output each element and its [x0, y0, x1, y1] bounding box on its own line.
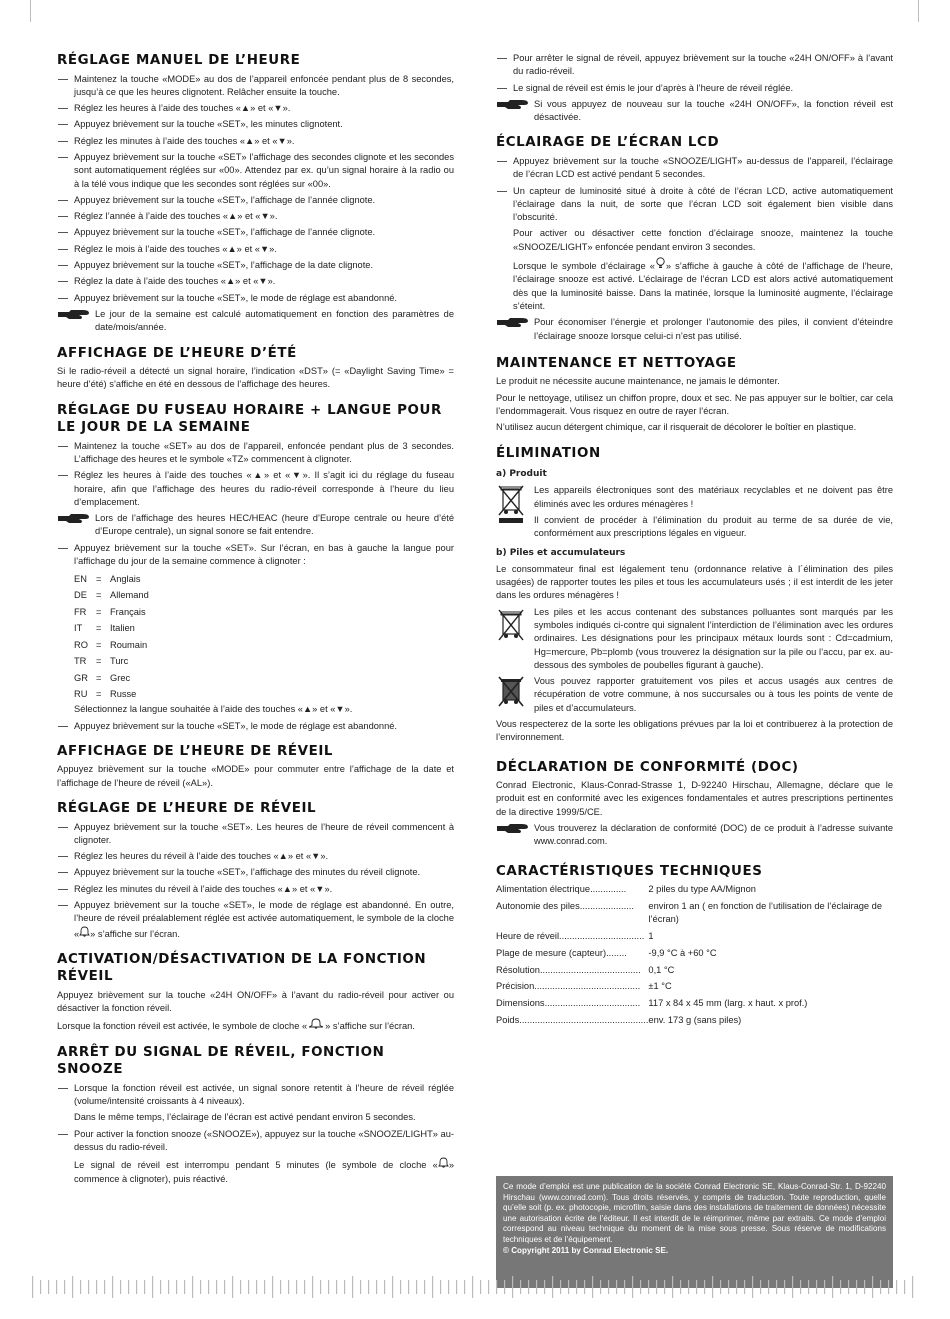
- ruler-tick: [280, 1280, 281, 1294]
- note-text: Le jour de la semaine est calculé automatiquement en fonction des paramètres de date/mois/année.: [95, 308, 454, 333]
- equals: =: [96, 656, 102, 667]
- heading-dst: AFFICHAGE DE L’HEURE D’ÉTÉ: [57, 345, 297, 361]
- ruler-tick: [744, 1280, 745, 1294]
- ruler-tick: [552, 1276, 553, 1298]
- ruler-tick: [576, 1280, 577, 1294]
- paragraph: Les appareils électroniques sont des matériaux recyclables et ne doivent pas être éliminés avec les ordures ménagères !: [534, 485, 893, 509]
- language-row: [74, 604, 454, 621]
- ruler-tick: [384, 1280, 385, 1294]
- ruler-tick: [328, 1280, 329, 1294]
- heading-conformity: DÉCLARATION DE CONFORMITÉ (DOC): [496, 759, 799, 775]
- ruler-tick: [232, 1276, 233, 1298]
- ruler-tick: [296, 1280, 297, 1294]
- bell-icon: [79, 926, 90, 937]
- timezone-steps: [57, 440, 454, 509]
- list-item: Appuyez brièvement sur la touche «SET», le mode de réglage est abandonné.: [57, 292, 454, 305]
- heading-maintenance: MAINTENANCE ET NETTOYAGE: [496, 355, 737, 371]
- ruler-tick: [872, 1276, 873, 1298]
- language-row: [74, 654, 454, 671]
- note: [57, 512, 454, 539]
- language-name: Anglais: [110, 573, 141, 584]
- ruler-tick: [392, 1276, 393, 1298]
- spec-key: Plage de mesure (capteur)........: [496, 947, 627, 958]
- text: » s’affiche sur l’écran.: [325, 1021, 415, 1032]
- ruler-tick: [600, 1280, 601, 1294]
- note: [496, 98, 893, 125]
- equals: =: [96, 573, 102, 584]
- manual-time-steps: [57, 73, 454, 305]
- text: Le signal de réveil est interrompu pendant 5 minutes (le symbole de cloche «: [74, 1160, 438, 1171]
- text: Lorsque le symbole d’éclairage «: [513, 261, 655, 272]
- section-snooze: [57, 1044, 454, 1186]
- ruler-tick: [656, 1280, 657, 1294]
- ruler-tick: [736, 1280, 737, 1294]
- ruler-tick: [816, 1280, 817, 1294]
- ruler-tick: [504, 1280, 505, 1294]
- list-item: [57, 1157, 454, 1186]
- ruler-tick: [808, 1280, 809, 1294]
- list-item: Lorsque la fonction réveil est activée, un signal sonore retentit à l’heure de réveil réglée (volume/intensité croissants à 4 niveaux).: [57, 1082, 454, 1109]
- spec-value: environ 1 an ( en fonction de l’utilisation de l’éclairage de l’écran): [648, 900, 883, 925]
- ruler-tick: [208, 1280, 209, 1294]
- table-row: [496, 964, 893, 981]
- ruler-tick: [120, 1280, 121, 1294]
- list-item: Pour activer la fonction snooze («SNOOZE»), appuyez sur la touche «SNOOZE/LIGHT» au-dessus du radio-réveil.: [57, 1128, 454, 1155]
- ruler-tick: [320, 1280, 321, 1294]
- language-row: [74, 621, 454, 638]
- equals: =: [96, 623, 102, 634]
- timezone-steps-3: [57, 720, 454, 733]
- paragraph: Conrad Electronic, Klaus-Conrad-Strasse 1, D-92240 Hirschau, Allemagne, déclare que le produit est en conformité avec les exigences fondamentales et autres prescriptions pertinentes de la directive 1999/5/CE.: [496, 780, 893, 817]
- ruler-tick: [88, 1280, 89, 1294]
- ruler-tick: [104, 1280, 105, 1294]
- pointing-hand-icon: [496, 822, 530, 835]
- table-row: [496, 930, 893, 947]
- spec-value: 0,1 °C: [648, 964, 675, 975]
- table-row: [496, 883, 893, 900]
- ruler-tick: [376, 1280, 377, 1294]
- ruler-tick: [64, 1280, 65, 1294]
- language-list: [57, 571, 454, 703]
- table-row: [496, 980, 893, 997]
- ruler-tick: [904, 1280, 905, 1294]
- ruler-tick: [568, 1280, 569, 1294]
- ruler-tick: [648, 1280, 649, 1294]
- bell-icon: [307, 1018, 325, 1029]
- ruler-tick: [632, 1276, 633, 1298]
- language-code: RO: [74, 639, 88, 650]
- ruler-tick: [912, 1276, 913, 1298]
- ruler-tick: [864, 1280, 865, 1294]
- list-item: Appuyez brièvement sur la touche «SET», l’affichage de l’année clignote.: [57, 194, 454, 207]
- language-code: FR: [74, 606, 87, 617]
- language-row: [74, 687, 454, 704]
- section-maintenance: [496, 355, 893, 435]
- paragraph: Vous respecterez de la sorte les obligations prévues par la loi et contribuerez à la protection de l’environnement.: [496, 719, 893, 743]
- table-row: [496, 997, 893, 1014]
- list-item: Un capteur de luminosité situé à droite à côté de l’écran LCD, active automatiquement l’éclairage dans la nuit, de sorte que l’écran LCD soit également bien visible dans l’obscurité.: [496, 185, 893, 225]
- list-item: Appuyez brièvement sur la touche «SET». Les heures de l’heure de réveil commencent à clignoter.: [57, 821, 454, 848]
- ruler-tick: [528, 1280, 529, 1294]
- language-name: Allemand: [110, 590, 149, 601]
- ruler-tick: [480, 1280, 481, 1294]
- equals: =: [96, 689, 102, 700]
- disposal-product: [496, 484, 893, 540]
- paragraph: Si le radio-réveil a détecté un signal horaire, l’indication «DST» (= «Daylight Saving Time» = heure d’été) s’affiche en été en dessous de l’affichage des heures.: [57, 366, 454, 390]
- ruler-tick: [712, 1276, 713, 1298]
- ruler-tick: [896, 1280, 897, 1294]
- ruler-tick: [424, 1280, 425, 1294]
- ruler-tick: [616, 1280, 617, 1294]
- ruler-tick: [488, 1280, 489, 1294]
- language-code: GR: [74, 672, 88, 683]
- ruler-tick: [704, 1280, 705, 1294]
- print-ruler-decoration: [32, 1276, 918, 1298]
- ruler-tick: [584, 1280, 585, 1294]
- ruler-tick: [400, 1280, 401, 1294]
- ruler-tick: [456, 1280, 457, 1294]
- ruler-tick: [824, 1280, 825, 1294]
- language-code: TR: [74, 656, 87, 667]
- text: » commence à clignoter), puis réactivé.: [74, 1160, 454, 1184]
- ruler-tick: [112, 1276, 113, 1298]
- spec-key: Dimensions.....................................: [496, 998, 641, 1009]
- subheading-product: a) Produit: [496, 469, 547, 480]
- list-item: Maintenez la touche «SET» au dos de l’appareil, enfoncée pendant plus de 3 secondes. L’affichage des heures et le symbole «TZ» commencent à clignoter.: [57, 440, 454, 467]
- spec-key: Autonomie des piles.....................: [496, 900, 634, 911]
- list-item: Le signal de réveil est émis le jour d’après à l’heure de réveil réglée.: [496, 82, 893, 95]
- section-lcd-light: [496, 134, 893, 342]
- light-bulb-icon: [655, 257, 666, 269]
- ruler-tick: [80, 1280, 81, 1294]
- paragraph: Pour le nettoyage, utilisez un chiffon propre, doux et sec. Ne pas appuyer sur le boîtier, car cela l’endommagerait. Vous risquez en outre de rayer l’écran.: [496, 392, 893, 416]
- language-name: Turc: [110, 656, 129, 667]
- ruler-tick: [728, 1280, 729, 1294]
- disposal-return: [496, 675, 893, 715]
- ruler-tick: [680, 1280, 681, 1294]
- crop-mark: [30, 0, 31, 22]
- list-item: Réglez les heures du réveil à l’aide des touches «▲» et «▼».: [57, 850, 454, 863]
- bell-icon: [438, 1157, 449, 1168]
- ruler-tick: [520, 1280, 521, 1294]
- left-column: [57, 52, 454, 1196]
- heading-specs: CARACTÉRISTIQUES TECHNIQUES: [496, 863, 763, 879]
- pointing-hand-icon: [57, 512, 91, 525]
- text: Lorsque la fonction réveil est activée, le symbole de cloche «: [57, 1021, 308, 1032]
- equals: =: [96, 672, 102, 683]
- language-name: Russe: [110, 689, 137, 700]
- list-item: Réglez les heures à l’aide des touches «▲» et «▼». Il s’agit ici du réglage du fuseau horaire, afin que l’affichage des heures du radio-réveil corresponde à l’heure du lieu d’emplacement.: [57, 469, 454, 509]
- ruler-tick: [544, 1280, 545, 1294]
- ruler-tick: [640, 1280, 641, 1294]
- heading-disposal: ÉLIMINATION: [496, 445, 601, 461]
- paragraph: Il convient de procéder à l’élimination du produit au terme de sa durée de vie, conformément aux prescriptions légales en vigueur.: [534, 514, 893, 539]
- alarm-steps: [57, 821, 454, 941]
- ruler-tick: [48, 1280, 49, 1294]
- list-item: [496, 257, 893, 313]
- lcd-steps: [496, 155, 893, 313]
- ruler-tick: [608, 1280, 609, 1294]
- ruler-tick: [128, 1280, 129, 1294]
- paragraph: Les piles et les accus contenant des substances polluantes sont marqués par les symboles indiqués ci-contre qui signalent l’interdiction de l’élimination avec les ordures ordinaires. Les désignations pour les principaux métaux lourds sont : Cd=cadmium, Hg=mercure, Pb=plomb (vous trouverez la désignation sur la pile ou l’accu, par ex. au-dessous des symboles de poubelles figurant à gauche).: [534, 606, 893, 670]
- ruler-tick: [792, 1276, 793, 1298]
- equals: =: [96, 590, 102, 601]
- note: [496, 822, 893, 849]
- ruler-tick: [96, 1280, 97, 1294]
- ruler-tick: [840, 1280, 841, 1294]
- note-text: Lors de l’affichage des heures HEC/HEAC (heure d’Europe centrale ou heure d’été d’Europe centrale), un signal sonore se fait entendre.: [95, 513, 454, 537]
- note-text: Pour économiser l’énergie et prolonger l’autonomie des piles, il convient d’éteindre l’éclairage snooze lorsque celui-ci n’est pas utilisé.: [534, 317, 893, 341]
- ruler-tick: [888, 1280, 889, 1294]
- ruler-tick: [160, 1280, 161, 1294]
- section-timezone-language: [57, 402, 454, 733]
- ruler-tick: [344, 1280, 345, 1294]
- language-row: [74, 571, 454, 588]
- pointing-hand-icon: [496, 316, 530, 329]
- ruler-tick: [472, 1276, 473, 1298]
- ruler-tick: [464, 1280, 465, 1294]
- ruler-tick: [784, 1280, 785, 1294]
- ruler-tick: [304, 1280, 305, 1294]
- paragraph: N’utilisez aucun détergent chimique, car il risquerait de décolorer le boîtier en plastique.: [496, 422, 857, 433]
- list-item: Appuyez brièvement sur la touche «SET», l’affichage des minutes du réveil clignote.: [57, 866, 454, 879]
- alarm-stop-steps: [496, 52, 893, 95]
- paragraph: Vous pouvez rapporter gratuitement vos piles et accus usagés aux centres de récupération de votre commune, à nos succursales ou à tous les points de vente de piles et d’accumulateurs.: [534, 676, 893, 713]
- language-name: Roumain: [110, 639, 148, 650]
- ruler-tick: [408, 1280, 409, 1294]
- equals: =: [96, 639, 102, 650]
- spec-value: 2 piles du type AA/Mignon: [648, 884, 756, 895]
- list-item: Réglez les minutes à l’aide des touches «▲» et «▼».: [57, 135, 454, 148]
- ruler-tick: [256, 1280, 257, 1294]
- crop-mark: [918, 0, 919, 22]
- ruler-tick: [368, 1280, 369, 1294]
- language-name: Italien: [110, 623, 135, 634]
- spec-key: Alimentation électrique..............: [496, 884, 627, 895]
- pointing-hand-icon: [57, 308, 91, 321]
- paragraph: Le produit ne nécessite aucune maintenance, ne jamais le démonter.: [496, 376, 780, 387]
- spec-value: 1: [648, 931, 654, 942]
- list-item: Réglez la date à l’aide des touches «▲» et «▼».: [57, 275, 454, 288]
- ruler-tick: [512, 1276, 513, 1298]
- language-code: RU: [74, 689, 88, 700]
- equals: =: [96, 606, 102, 617]
- ruler-tick: [768, 1280, 769, 1294]
- ruler-tick: [72, 1276, 73, 1298]
- list-item: Pour activer ou désactiver cette fonction d’éclairage snooze, maintenez la touche «SNOOZE/LIGHT» enfoncée pendant environ 3 secondes.: [513, 228, 893, 252]
- list-item: Appuyez brièvement sur la touche «SNOOZE/LIGHT» au-dessus de l’appareil, l’éclairage de l’écran LCD est activé pendant 5 secondes.: [496, 155, 893, 182]
- section-alarm-toggle: [57, 951, 454, 1034]
- language-row: [74, 637, 454, 654]
- ruler-tick: [664, 1280, 665, 1294]
- ruler-tick: [848, 1280, 849, 1294]
- ruler-tick: [176, 1280, 177, 1294]
- heading-alarm-display: AFFICHAGE DE L’HEURE DE RÉVEIL: [57, 743, 334, 759]
- table-row: [496, 900, 893, 930]
- ruler-tick: [432, 1276, 433, 1298]
- list-item: Appuyez brièvement sur la touche «SET», le mode de réglage est abandonné.: [57, 720, 454, 733]
- ruler-tick: [776, 1280, 777, 1294]
- ruler-tick: [800, 1280, 801, 1294]
- heading-lcd-light: ÉCLAIRAGE DE L’ÉCRAN LCD: [496, 135, 720, 151]
- ruler-tick: [696, 1280, 697, 1294]
- section-disposal: [496, 445, 893, 745]
- crossed-out-wheeled-bin-icon: [496, 484, 526, 526]
- crossed-out-wheeled-bin-icon: [496, 606, 526, 644]
- list-item: Appuyez brièvement sur la touche «SET», les minutes clignotent.: [57, 118, 454, 131]
- text: » s’affiche à gauche à côté de l’affichage de l’heure, l’éclairage snooze est activé. L’éclairage de l’écran LCD est alors activé automatiquement dès que la luminosité baisse. Dans la matinée, lorsque la luminosité augmente, l’éclairage s’éteint.: [513, 261, 894, 311]
- ruler-tick: [536, 1280, 537, 1294]
- ruler-tick: [56, 1280, 57, 1294]
- heading-alarm-toggle: ACTIVATION/DÉSACTIVATION DE LA FONCTION RÉVEIL: [57, 951, 427, 985]
- specs-table: [496, 883, 893, 1031]
- ruler-tick: [496, 1280, 497, 1294]
- heading-timezone: RÉGLAGE DU FUSEAU HORAIRE + LANGUE POUR LE JOUR DE LA SEMAINE: [57, 402, 442, 436]
- timezone-steps-2: [57, 542, 454, 569]
- ruler-tick: [248, 1280, 249, 1294]
- list-item: Appuyez brièvement sur la touche «SET» l’affichage des secondes clignote et les secondes sont automatiquement réglées sur «00». Attendez par ex. qu’un signal horaire à la radio ou à la télé vous indique que les secondes sont réglées sur «00».: [57, 151, 454, 191]
- ruler-tick: [672, 1276, 673, 1298]
- list-item: Réglez les heures à l’aide des touches «▲» et «▼».: [57, 102, 454, 115]
- ruler-tick: [168, 1280, 169, 1294]
- ruler-tick: [184, 1280, 185, 1294]
- section-alarm-display: [57, 743, 454, 790]
- list-item: Appuyez brièvement sur la touche «SET», l’affichage de l’année clignote.: [57, 226, 454, 239]
- language-code: EN: [74, 573, 87, 584]
- spec-value: -9,9 °C à +60 °C: [648, 947, 717, 958]
- spec-key: Résolution.......................................: [496, 964, 641, 975]
- language-name: Grec: [110, 672, 131, 683]
- section-alarm-stop: [496, 52, 893, 124]
- snooze-steps: [57, 1082, 454, 1186]
- note-text: Si vous appuyez de nouveau sur la touche «24H ON/OFF», la fonction réveil est désactivée.: [534, 98, 893, 123]
- ruler-tick: [560, 1280, 561, 1294]
- heading-manual-time: RÉGLAGE MANUEL DE L’HEURE: [57, 53, 301, 68]
- spec-value: 117 x 84 x 45 mm (larg. x haut. x prof.): [648, 998, 808, 1009]
- heading-snooze: ARRÊT DU SIGNAL DE RÉVEIL, FONCTION SNOOZE: [57, 1044, 385, 1078]
- ruler-tick: [40, 1280, 41, 1294]
- ruler-tick: [688, 1280, 689, 1294]
- paragraph: Appuyez brièvement sur la touche «24H ON/OFF» à l’avant du radio-réveil pour activer ou désactiver la fonction réveil.: [57, 989, 454, 1014]
- ruler-tick: [760, 1280, 761, 1294]
- ruler-tick: [624, 1280, 625, 1294]
- spec-key: Poids..................................................: [496, 1015, 649, 1026]
- ruler-tick: [136, 1280, 137, 1294]
- language-code: DE: [74, 590, 87, 601]
- spec-key: Heure de réveil.................................: [496, 931, 645, 942]
- heading-alarm-setting: RÉGLAGE DE L’HEURE DE RÉVEIL: [57, 801, 317, 816]
- section-manual-time: [57, 52, 454, 335]
- ruler-tick: [152, 1276, 153, 1298]
- subheading-batteries: b) Piles et accumulateurs: [496, 547, 626, 558]
- copyright: © Copyright 2011 by Conrad Electronic SE.: [503, 1245, 669, 1255]
- ruler-tick: [264, 1280, 265, 1294]
- list-item: Appuyez brièvement sur la touche «SET», l’affichage de la date clignote.: [57, 259, 454, 272]
- section-specs: [496, 863, 893, 1031]
- disposal-batteries: [496, 606, 893, 672]
- language-name: Français: [110, 606, 146, 617]
- ruler-tick: [856, 1280, 857, 1294]
- right-column: [496, 52, 893, 1041]
- list-item: Dans le même temps, l’éclairage de l’écran est activé pendant environ 5 secondes.: [74, 1112, 416, 1123]
- list-item: Réglez l’année à l’aide des touches «▲» et «▼».: [57, 210, 454, 223]
- list-item: Réglez les minutes du réveil à l’aide des touches «▲» et «▼».: [57, 883, 454, 896]
- ruler-tick: [360, 1280, 361, 1294]
- ruler-tick: [752, 1276, 753, 1298]
- ruler-tick: [240, 1280, 241, 1294]
- list-item: [57, 899, 454, 941]
- crossed-out-wheeled-bin-icon: [496, 675, 526, 709]
- ruler-tick: [272, 1276, 273, 1298]
- ruler-tick: [720, 1280, 721, 1294]
- list-item: Maintenez la touche «MODE» au dos de l’appareil enfoncée pendant plus de 8 secondes, jusqu’à ce que les heures clignotent. Relâcher ensuite la touche.: [57, 73, 454, 100]
- section-dst: [57, 345, 454, 392]
- ruler-tick: [312, 1276, 313, 1298]
- language-code: IT: [74, 623, 83, 634]
- spec-key: Précision.........................................: [496, 981, 641, 992]
- ruler-tick: [448, 1280, 449, 1294]
- note: [496, 316, 893, 343]
- paragraph: Le consommateur final est légalement tenu (ordonnance relative à l´élimination des piles usagées) de rapporter toutes les piles et tous les accumulateurs usés ; il est interdit de les jeter dans les ordures ménagères !: [496, 563, 893, 601]
- language-row: [74, 588, 454, 605]
- ruler-tick: [880, 1280, 881, 1294]
- ruler-tick: [592, 1276, 593, 1298]
- ruler-tick: [336, 1280, 337, 1294]
- ruler-tick: [832, 1276, 833, 1298]
- spec-value: env. 173 g (sans piles): [648, 1015, 742, 1026]
- ruler-tick: [416, 1280, 417, 1294]
- table-row: [496, 1014, 893, 1031]
- ruler-tick: [32, 1276, 33, 1298]
- list-item: Pour arrêter le signal de réveil, appuyez brièvement sur la touche «24H ON/OFF» à l’avant du radio-réveil.: [496, 52, 893, 79]
- section-alarm-setting: [57, 800, 454, 941]
- language-row: [74, 670, 454, 687]
- note: [57, 308, 454, 335]
- ruler-tick: [440, 1280, 441, 1294]
- paragraph: [57, 1018, 454, 1033]
- imprint-box: [496, 1176, 893, 1288]
- paragraph: Sélectionnez la langue souhaitée à l’aide des touches «▲» et «▼».: [74, 704, 353, 715]
- section-conformity: [496, 759, 893, 849]
- text: » s’affiche sur l’écran.: [90, 928, 180, 939]
- ruler-tick: [216, 1280, 217, 1294]
- text: Appuyez brièvement sur la touche «SET», le mode de réglage est abandonné. En outre, l’heure de réveil préalablement réglée est activée automatiquement, le symbole de la cloche «: [74, 899, 454, 939]
- imprint-text: Ce mode d’emploi est une publication de la société Conrad Electronic SE, Klaus-Conrad-Str. 1, D-92240 Hirschau (www.conrad.com). Tous droits réservés, y compris de traduction. Toute reproduction, quelle qu’elle soit (p. ex. photocopie, microfilm, saisie dans des installations de traitement de données) nécessite une autorisation écrite de l’éditeur. Il est interdit de le réimprimer, même par extraits. Ce mode d’emploi correspond au niveau technique du moment de la mise sous presse. Sous réserve de modifications techniques et de l’équipement.: [503, 1182, 886, 1244]
- ruler-tick: [144, 1280, 145, 1294]
- ruler-tick: [200, 1280, 201, 1294]
- ruler-tick: [352, 1276, 353, 1298]
- paragraph: Appuyez brièvement sur la touche «MODE» pour commuter entre l’affichage de la date et l’affichage de l’heure de réveil («AL»).: [57, 764, 454, 788]
- list-item: Réglez le mois à l’aide des touches «▲» et «▼».: [57, 243, 454, 256]
- spec-value: ±1 °C: [648, 981, 672, 992]
- ruler-tick: [288, 1280, 289, 1294]
- ruler-tick: [224, 1280, 225, 1294]
- ruler-tick: [192, 1276, 193, 1298]
- table-row: [496, 947, 893, 964]
- note-text: Vous trouverez la déclaration de conformité (DOC) de ce produit à l’adresse suivante www.conrad.com.: [534, 823, 893, 847]
- list-item: Appuyez brièvement sur la touche «SET». Sur l’écran, en bas à gauche la langue pour l’affichage du jour de la semaine commence à clignoter :: [57, 542, 454, 569]
- pointing-hand-icon: [496, 98, 530, 111]
